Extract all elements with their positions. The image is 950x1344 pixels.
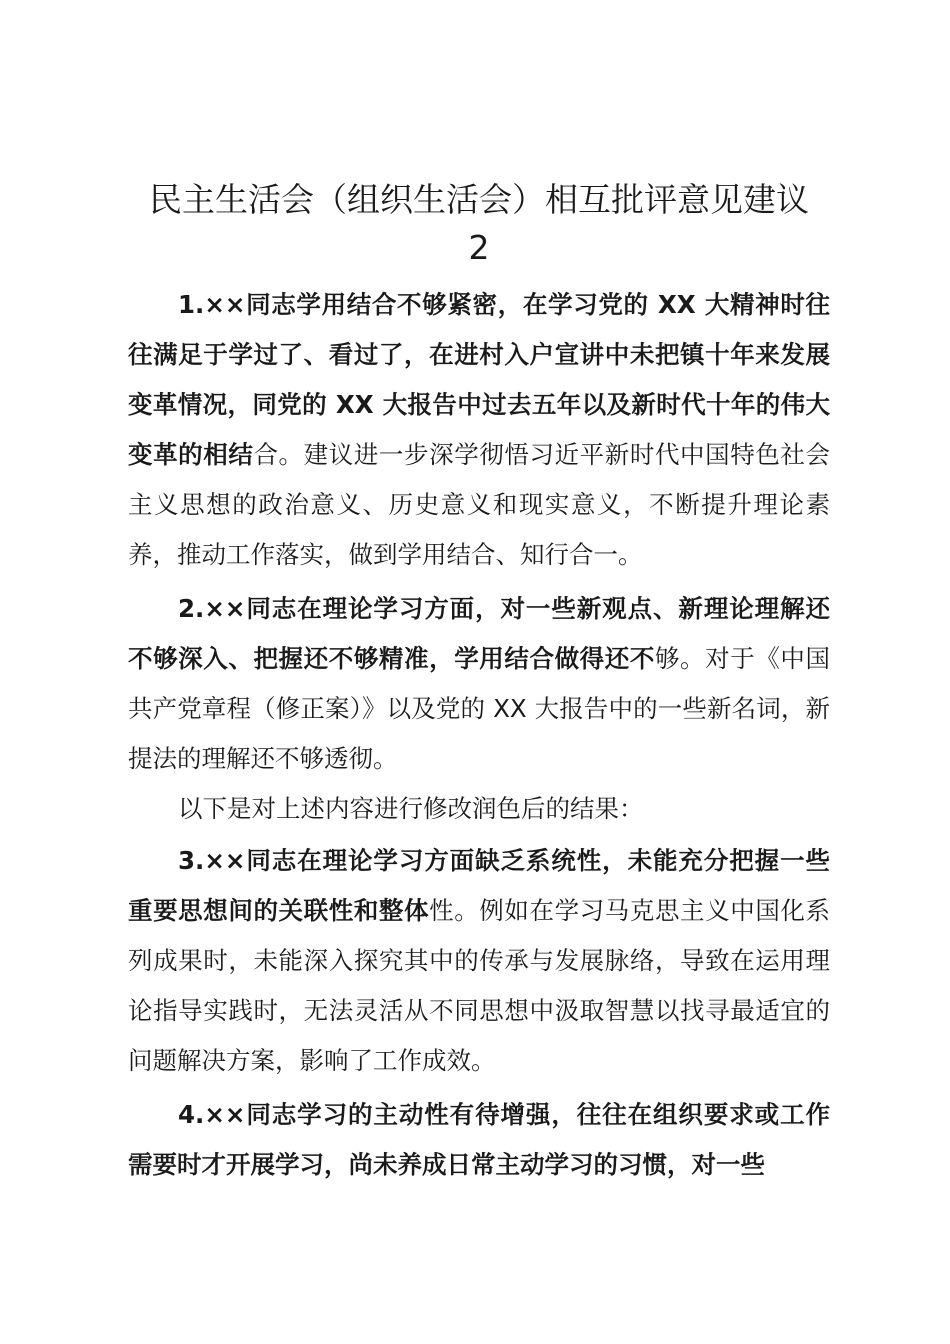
- paragraph-4-text: 性。例如在学习马克思主义中国化系列成果时，未能深入探究其中的传承与发展脉络，导致在运用理论指导实践时，无法灵活从不同思想中汲取智慧以找寻最适宜的问题解决方案，影响了工作成效。: [128, 896, 831, 1075]
- paragraph-5-bold: 4.××同志学习的主动性有待增强，往往在组织要求或工作需要时才开展学习，尚未养成日常主动学习的习惯，对一些: [128, 1100, 830, 1179]
- paragraph-2-bold: 2.××同志在理论学习方面，对一些新观点、新理论理解还不够深入、把握还不够精准，学用结合做得还不: [128, 594, 830, 673]
- paragraph-1-text: 合。建议进一步深学彻悟习近平新时代中国特色社会主义思想的政治意义、历史意义和现实意义，不断提升理论素养，推动工作落实，做到学用结合、知行合一。: [128, 440, 831, 569]
- document-title: [128, 176, 830, 272]
- title-line-1: 民主生活会（组织生活会）相互批评意见建议: [149, 180, 809, 219]
- paragraph-2-text: 够。对于《中国共产党章程（修正案）》以及党的 XX 大报告中的一些新名词，新提法的理解还不够透彻。: [128, 644, 831, 773]
- paragraph-2: [128, 584, 830, 784]
- paragraph-1: [128, 280, 830, 580]
- paragraph-4: [128, 836, 830, 1086]
- paragraph-3: [128, 784, 830, 834]
- paragraph-1-bold: 1.××同志学用结合不够紧密，在学习党的 XX 大精神时往往满足于学过了、看过了，在进村入户宣讲中未把镇十年来发展变革情况，同党的 XX 大报告中过去五年以及新时代十年的伟大变革的相结: [128, 290, 830, 469]
- paragraph-4-bold: 3.××同志在理论学习方面缺乏系统性，未能充分把握一些重要思想间的关联性和整体: [128, 846, 830, 925]
- paragraph-3-text: 以下是对上述内容进行修改润色后的结果：: [178, 794, 644, 823]
- title-line-2: 2: [468, 228, 490, 267]
- paragraph-5: [128, 1090, 830, 1190]
